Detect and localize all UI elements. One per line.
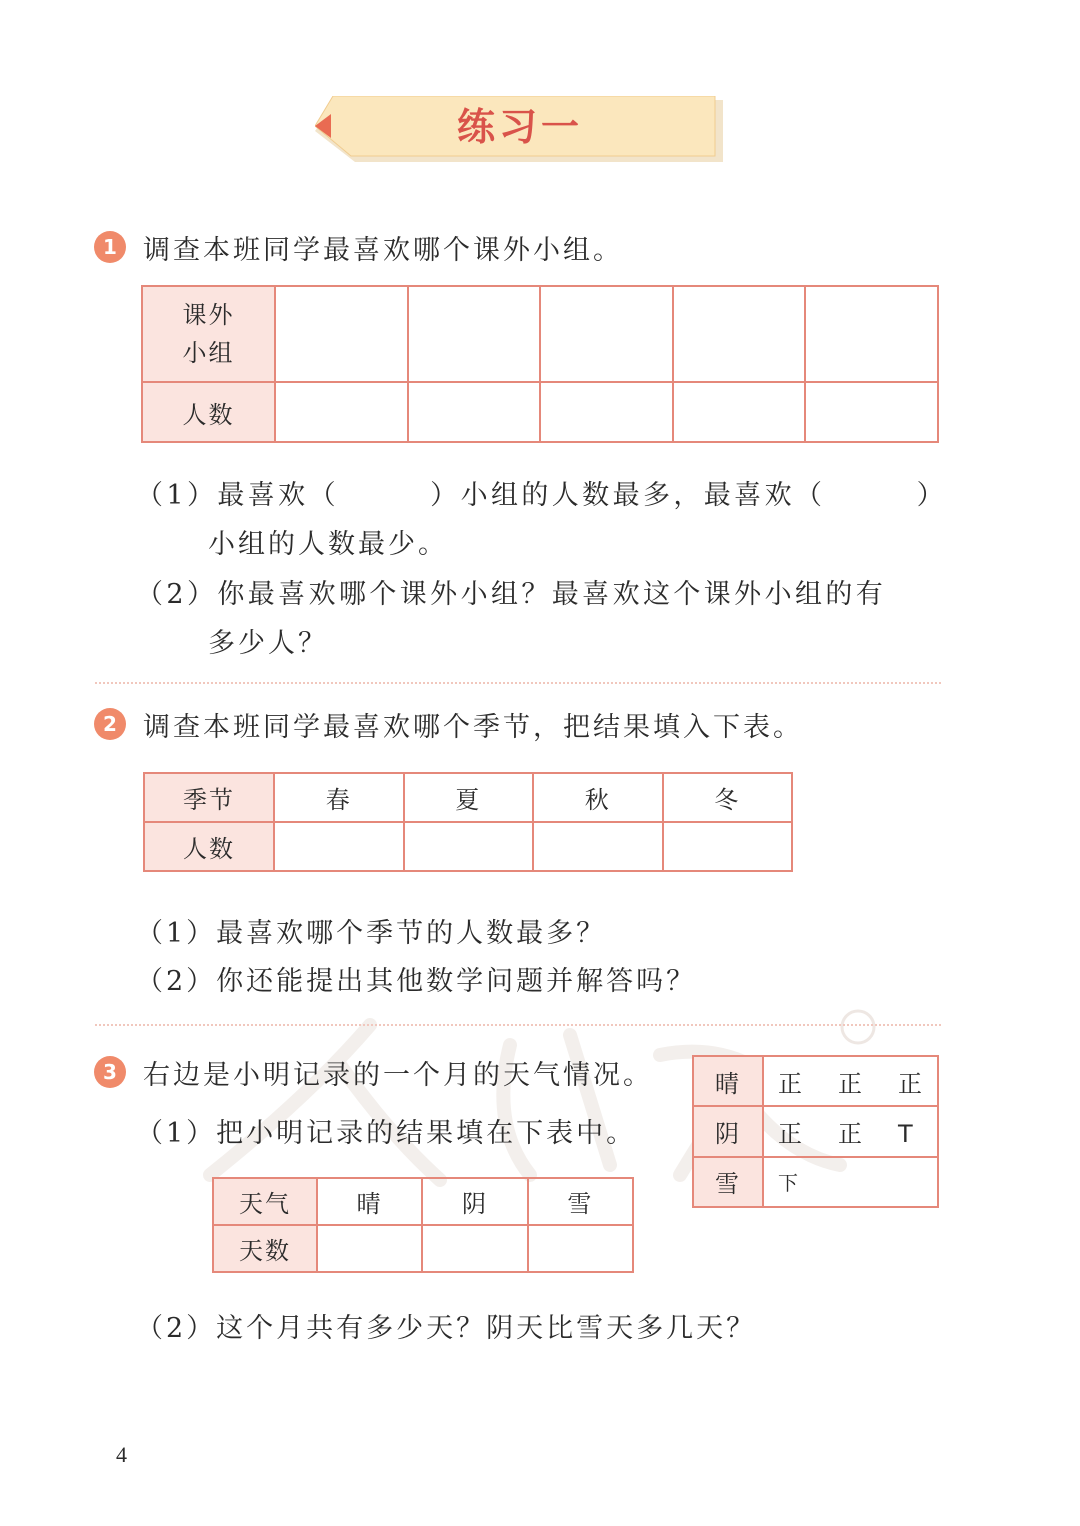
- blank-cell[interactable]: [404, 822, 534, 871]
- blank-cell[interactable]: [540, 286, 673, 382]
- blank-cell[interactable]: [275, 286, 408, 382]
- weather-label-cell: 雪: [693, 1157, 763, 1207]
- blank-cell[interactable]: [805, 286, 938, 382]
- page-number: 4: [116, 1442, 127, 1467]
- blank-cell[interactable]: [275, 382, 408, 442]
- table-header-cell: [142, 286, 275, 382]
- tally-mark: 正: [838, 1069, 864, 1098]
- blank-cell[interactable]: [274, 822, 404, 871]
- question-2-prompt: 调查本班同学最喜欢哪个季节，把结果填入下表。: [143, 712, 803, 743]
- blank-cell[interactable]: [317, 1225, 422, 1272]
- season-cell: 夏: [404, 773, 534, 822]
- tally-mark: 正: [778, 1069, 804, 1098]
- interest-group-table: [141, 285, 939, 443]
- blank-cell[interactable]: [533, 822, 663, 871]
- section-divider: [95, 682, 941, 684]
- question-2-badge: 2: [94, 708, 126, 740]
- question-1-sub1-line1: （1）最喜欢（ ）小组的人数最多，最喜欢（ ）: [136, 480, 947, 511]
- table-header-cell: 季节: [144, 773, 274, 822]
- question-3-sub1: （1）把小明记录的结果填在下表中。: [136, 1118, 637, 1149]
- blank-cell[interactable]: [422, 1225, 527, 1272]
- question-3-badge: 3: [94, 1056, 126, 1088]
- question-1-prompt: 调查本班同学最喜欢哪个课外小组。: [143, 235, 623, 266]
- header-line: 课外: [182, 301, 235, 329]
- tally-mark: 下: [778, 1171, 800, 1196]
- page-title: 练习一: [456, 104, 583, 149]
- season-table: [143, 772, 793, 872]
- blank-cell[interactable]: [805, 382, 938, 442]
- weather-cell: 阴: [422, 1178, 527, 1225]
- weather-cell: 雪: [528, 1178, 633, 1225]
- blank-cell[interactable]: [528, 1225, 633, 1272]
- weather-tally-record: [692, 1055, 939, 1208]
- weather-cell: 晴: [317, 1178, 422, 1225]
- question-2-sub2: （2）你还能提出其他数学问题并解答吗？: [136, 966, 697, 997]
- blank-cell[interactable]: [673, 382, 806, 442]
- table-header-cell: 天数: [213, 1225, 317, 1272]
- table-header-cell: 人数: [142, 382, 275, 442]
- blank-cell[interactable]: [408, 286, 541, 382]
- tally-cell: [763, 1056, 938, 1106]
- weather-label-cell: 晴: [693, 1056, 763, 1106]
- tally-mark: 正: [898, 1069, 924, 1098]
- table-header-cell: 人数: [144, 822, 274, 871]
- blank-cell[interactable]: [408, 382, 541, 442]
- title-banner: [315, 96, 715, 162]
- tally-mark: 正: [778, 1119, 804, 1148]
- weather-count-table: [212, 1177, 634, 1273]
- question-1-sub2-line2: 多少人？: [208, 628, 328, 659]
- tally-mark: T: [898, 1119, 915, 1148]
- header-line: 小组: [182, 339, 235, 367]
- blank-cell[interactable]: [663, 822, 793, 871]
- tally-cell: [763, 1157, 938, 1207]
- blank-cell[interactable]: [673, 286, 806, 382]
- table-header-cell: 天气: [213, 1178, 317, 1225]
- season-cell: 秋: [533, 773, 663, 822]
- section-divider: [95, 1024, 941, 1026]
- question-1-badge: 1: [94, 231, 126, 263]
- blank-cell[interactable]: [540, 382, 673, 442]
- question-3-prompt: 右边是小明记录的一个月的天气情况。: [143, 1060, 653, 1091]
- tally-cell: [763, 1106, 938, 1156]
- season-cell: 春: [274, 773, 404, 822]
- tally-mark: 正: [838, 1119, 864, 1148]
- weather-label-cell: 阴: [693, 1106, 763, 1156]
- question-1-sub1-line2: 小组的人数最少。: [208, 529, 448, 560]
- question-3-sub2: （2）这个月共有多少天？阴天比雪天多几天？: [136, 1313, 757, 1344]
- question-1-sub2-line1: （2）你最喜欢哪个课外小组？最喜欢这个课外小组的有: [136, 579, 887, 610]
- question-2-sub1: （1）最喜欢哪个季节的人数最多？: [136, 918, 607, 949]
- season-cell: 冬: [663, 773, 793, 822]
